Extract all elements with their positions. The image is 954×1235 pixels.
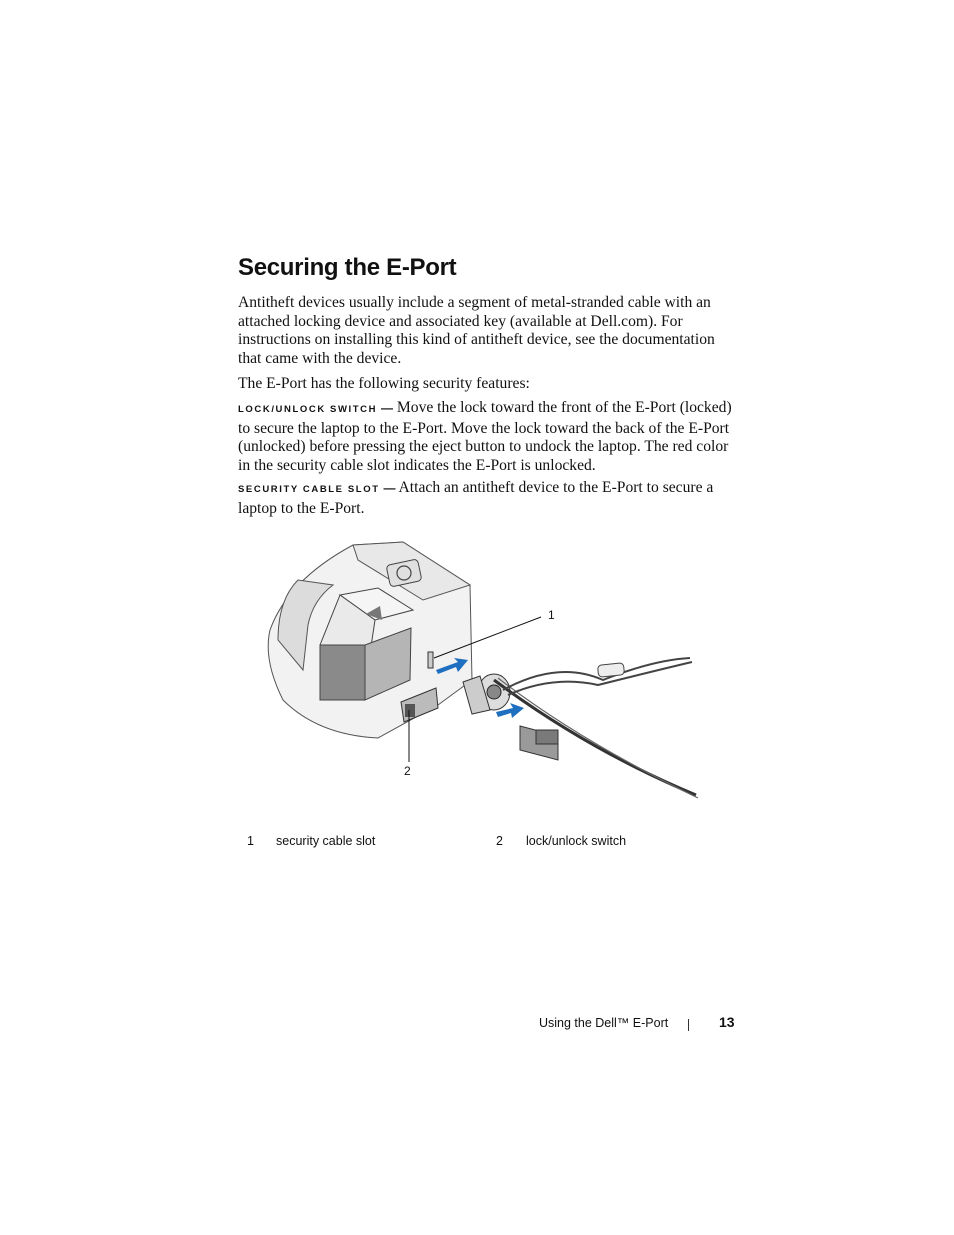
cable-ferrule [597,663,624,678]
feature-security-cable-slot [238,479,738,518]
legend-number: 2 [496,834,503,848]
footer-title: Using the Dell™ E-Port [539,1016,669,1030]
callout-number: 1 [548,608,555,622]
feature-term: LOCK/UNLOCK SWITCH [238,404,378,415]
footer-separator [688,1019,689,1031]
feature-lock-unlock-switch [238,399,738,475]
security-cable-slot [428,652,433,668]
feature-description: Attach an antitheft device to the E-Port to secure a laptop to the E-Port. [238,479,714,517]
page-title: Securing the E-Port [238,254,457,281]
intro-paragraph: Antitheft devices usually include a segment of metal-stranded cable with an attached locking device and associated key (available at Dell.com). For instructions on installing this kind of antitheft device, see the documentation that came with the device. [238,294,715,367]
feature-dash: — [383,481,396,495]
legend-label: lock/unlock switch [526,834,627,848]
features-lead: The E-Port has the following security features: [238,375,530,392]
feature-dash: — [381,401,393,415]
callout-number: 2 [404,764,411,778]
legend-label: security cable slot [276,834,376,848]
e-port-security-illustration [258,540,708,810]
feature-description: Move the lock toward the front of the E-Port (locked) to secure the laptop to the E-Port. Move the lock toward the back of the E-Port (unlocked) before pressing the eject button to undock the laptop. The red color in the security cable slot indicates the E-Port is unlocked. [238,399,732,474]
legend-number: 1 [247,834,254,848]
eject-button-side [320,645,365,700]
feature-term: SECURITY CABLE SLOT [238,484,380,495]
page-number: 13 [719,1014,735,1030]
